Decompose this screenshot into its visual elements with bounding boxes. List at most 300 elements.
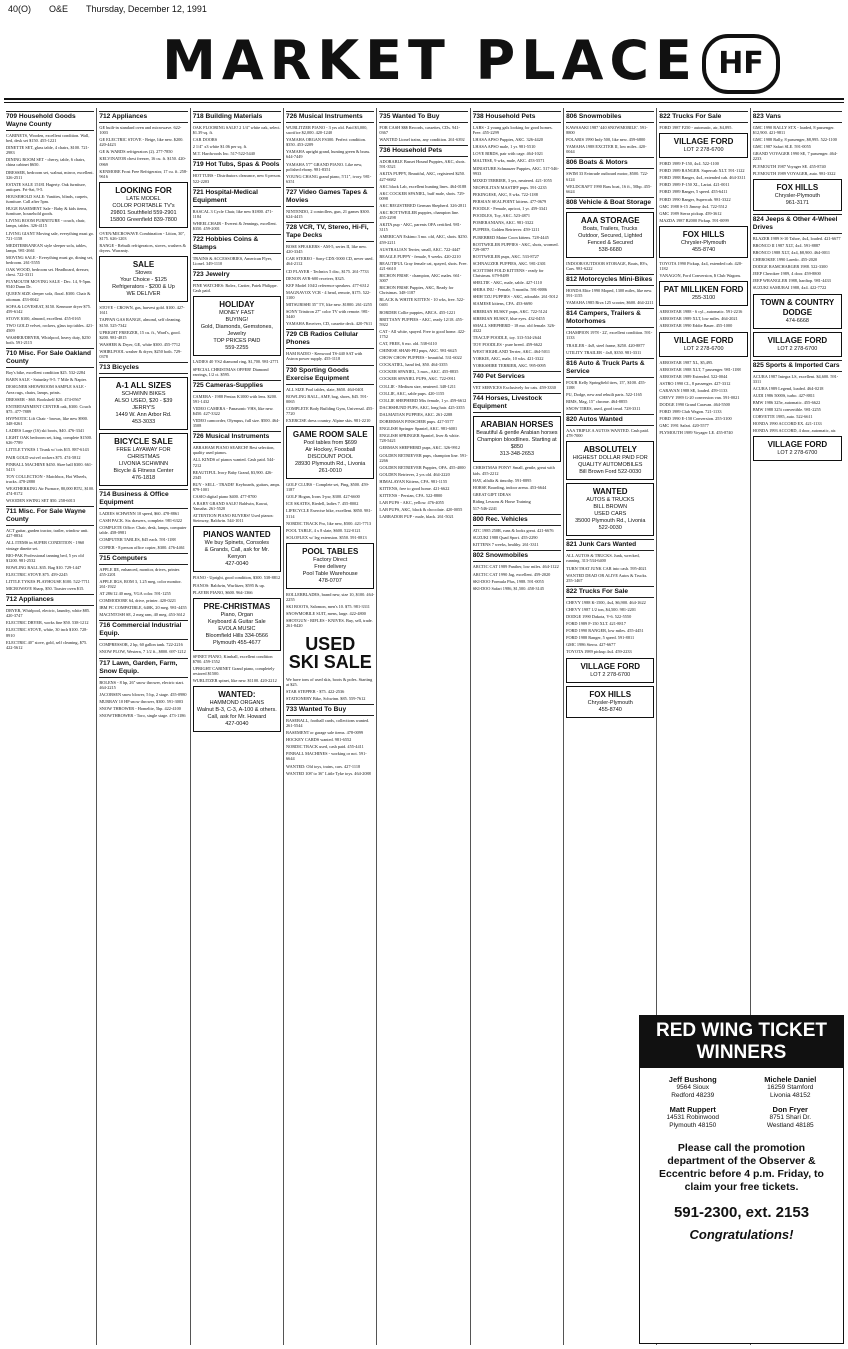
classified-ad: KENMORE Frost Free Refrigerator, 17 cu. ft. 258-9616 — [99, 168, 188, 179]
display-ad — [566, 441, 654, 480]
classified-ad: ENTERTAINMENT CENTER oak, $300. Couch $75. 477-7889 — [6, 403, 91, 414]
display-ad-line: FOX HILLS — [776, 182, 819, 192]
classified-ad: SPINET PIANO, Kimball, excellent condition $700. 459-1552 — [192, 653, 273, 664]
classified-section-heading: 800 Rec. Vehicles — [473, 514, 561, 526]
display-ad-line: Air Hockey, Foosball — [305, 447, 356, 454]
winner-city: Plymouth 48150 — [669, 1122, 717, 1129]
classified-ad: ESTATE SALE 15181 Hagerty. Oak furniture, antiques. Fri-Sat, 9-5. — [6, 181, 86, 192]
classified-ad: OVEN/MICROWAVE Combination - Litton, 30", $175. 626-1203 — [99, 230, 186, 241]
classified-ad: CASH PACK. Six drawers, complete. 981-6322 — [99, 518, 183, 524]
classified-ad: ATTENTION PIANO BUYERS! Used pianos: Steinway, Baldwin. 544-1011 — [192, 513, 274, 524]
classified-ad: JEEP WRANGLER 1988, hardtop. 981-4433 — [752, 278, 831, 284]
classified-column — [471, 108, 564, 1345]
display-ad — [286, 426, 374, 479]
display-ad-line: LOT 2 278-6700 — [777, 450, 818, 457]
classified-section-heading: 740 Pet Services — [473, 371, 561, 383]
classified-ad: FORD 1988 Ranger, 5 speed. 591-8811 — [566, 635, 635, 641]
classified-ad: GE built-in standard oven and microwave. 622-1003 — [99, 125, 182, 136]
classified-section-heading: 711 Misc. For Sale Wayne County — [6, 506, 94, 526]
display-ad-line: BICYCLE SALE — [114, 437, 173, 447]
classified-ad: CASIO digital piano $400. 477-8700 — [192, 494, 257, 499]
classified-ad: LABS - 2 young gals looking for good homes. Free. 455-2299 — [472, 125, 553, 136]
classified-ad: HYPNOTIC Lift Chair - brown, like new $900. 348-0261 — [6, 415, 88, 427]
display-ad-line: Walnut B-3, C-3, A-100 & others. Call, ask for Mr. Howard — [196, 707, 277, 721]
classified-ad: ENGLISH SPRINGER Spaniel, liver & white. 728-5421 — [379, 433, 460, 444]
classified-ad: YORKSHIRE TERRIER, AKC. 995-0095 — [472, 363, 546, 369]
classified-ad: BRONCO 1988 XLT, 4x4, $8,900. 464-0011 — [752, 249, 831, 255]
classified-ad: CHEVY 1987 1/2 ton, $4,500. 981-2201 — [566, 606, 637, 612]
winners-congrats: Congratulations! — [689, 1227, 794, 1242]
classified-ad: HIMALAYAN Kittens, CFA. 981-1155 — [379, 478, 448, 484]
classified-ad: AKITA pup - AKC, parents OFA certified. 981-3115 — [379, 222, 462, 233]
classified-ad: BOWLING BALL, AMF, bag, shoes, $45. 591-0065 — [286, 393, 369, 404]
classified-ad: OAK WOOD, bedroom set. Headboard, dresser, chest. 722-3311 — [6, 267, 90, 278]
display-ad-line: FOX HILLS — [589, 689, 632, 699]
classified-ad: VIDEO CAMERA - Panasonic VHS, like new. $450. 427-3322 — [192, 405, 274, 416]
classified-ad: CAT, FREE, 6 mo. old. 538-6110 — [379, 341, 437, 346]
display-ad-line: Boats, Trailers, Trucks — [583, 225, 638, 232]
classified-ad: COMPLETE Body Building Gym, Universal. 455-7720 — [286, 405, 374, 416]
classified-ad: SNOWMOBILE SUIT, mens, large. 422-4800 — [286, 611, 366, 617]
classified-ad: DINETTE SET, glass table, 4 chairs, $100. 721-2983 — [6, 145, 90, 156]
display-ad-line: WE DELIVER — [126, 291, 161, 298]
classified-ad: POODLE - Female, apricot, 1 yr. 459-3341 — [472, 206, 548, 212]
display-ad-line: LOOKING FOR — [115, 185, 172, 195]
classified-section-heading: 806 Snowmobiles — [566, 111, 654, 123]
classified-ad: ELECTRIC 40" stove, gold, self cleaning, $75. 422-5612 — [6, 639, 88, 650]
display-ad-line: POOL TABLES — [302, 546, 359, 556]
display-ad-line: Plymouth 455-4677 — [213, 639, 261, 646]
display-ad — [193, 526, 281, 572]
classified-ad: KITTENS - Persian, CFA. 522-8800 — [379, 493, 443, 499]
classified-ad: KELVINATOR chest freezer, 16 cu. ft. $150. 420-0969 — [99, 156, 186, 167]
classified-ad: ACURA 1989 Legend, loaded. 464-0218 — [752, 385, 824, 391]
classified-ad: COCKER SPANIEL PUPS, AKC. 722-0911 — [379, 376, 456, 382]
classified-ad: HONDA 1993 ACCORD, 4 door, automatic, air. — [752, 428, 837, 434]
classified-ad: PIANOS: Baldwin, Wurlitzer, $595 & up. — [192, 582, 265, 588]
classified-ad: HOT TUBS - Distributors clearance, new 6 person. 522-2203 — [192, 173, 281, 184]
display-ad-line: Outdoor, Secured, Lighted — [578, 232, 643, 239]
classified-ad: TURN THAT JUNK CAR into cash. 595-4021 — [566, 565, 647, 571]
classified-ad: APPLE IIGS, ROM 3, 1.25 meg, color monitor. 261-1922 — [99, 578, 182, 589]
classified-ad: SMALL SHEPHERD - 18 mo. old female. 326-4322 — [472, 322, 556, 333]
classified-ad: PLYMOUTH 1989 VOYAGER, auto. 981-3322 — [752, 170, 836, 176]
classified-ad: COLLIE SHEPHERD Mix female, 1 yr. 459-6612 — [379, 397, 467, 403]
display-ad — [659, 226, 747, 258]
classified-ad: MURRAY 10 HP snow thrower, $300. 591-3003 — [99, 698, 184, 704]
classified-ad: COMPLETE Office: Chair, desk, lamps, computer table. 458-0981 — [99, 525, 187, 536]
display-ad-line: 427-0040 — [225, 561, 249, 568]
classified-section-heading: 823 Vans — [753, 111, 842, 123]
classified-ad: TEACUP POODLE, toy. 313-534-2644 — [472, 334, 542, 340]
winner-addr: 8751 Shari Dr. — [769, 1114, 812, 1121]
classified-ad: EXERCISE dress country. Alpine skis. 981-2210 — [286, 418, 371, 423]
classified-ad: BMW 1988 325i convertible. 981-2255 — [752, 406, 821, 412]
classified-section-heading: 716 Commercial Industrial Equip. — [99, 620, 187, 640]
winner-name: Jeff Bushong — [668, 1075, 717, 1084]
classified-ad: CHRISTMAS PONY! Small, gentle, great with kids. 455-2212 — [472, 465, 555, 476]
classified-section-heading: 726 Musical Instruments — [286, 111, 374, 123]
classified-ad: ELECTRIC STOVE $75. 459-2245 — [6, 571, 68, 577]
page-number: 40(O) — [8, 4, 32, 14]
classified-ad: TOY POODLES - pure breed. 459-6622 — [472, 342, 543, 347]
classified-ad: COPIER - 8 person office copier, $300. 476-4461 — [99, 544, 185, 550]
classified-ad: GOLF Hogan, Irons 3-pw, $300. 427-6600 — [286, 494, 360, 500]
winners-promo: Please call the promotion department of the Observer & Eccentric before 4 p.m. Friday, to claim your free tickets. — [659, 1142, 824, 1193]
display-ad-line: Bicycle & Fitness Center — [113, 468, 174, 475]
classified-ad: WASHER & Dryer, GE, white $300. 455-7712 — [99, 341, 181, 347]
display-ad — [99, 256, 187, 302]
classified-ad: ACURA 1987 Integra LS, excellent. $4,600. 591-3311 — [752, 373, 839, 384]
display-ad-line: ABSOLUTELY — [583, 445, 637, 455]
classified-ad: DODGE 1990 Dakota, V-6. 522-5550 — [566, 614, 632, 619]
classified-ad: BRONCO II 1987 XLT, 4x4. 591-8887 — [752, 242, 821, 248]
classified-ad: ASTRO 1990 CL, 8 passenger. 427-3312 — [659, 380, 731, 386]
classified-ad: PINBALL MACHINE $450. Skee ball $300. 661-5413 — [6, 461, 93, 472]
classified-section-heading: 710 Misc. For Sale Oakland County — [6, 348, 94, 368]
classified-ad: GMC 1986 Sierra. 427-6677 — [566, 642, 616, 648]
display-ad-line: Bill Brown Ford 522-0030 — [579, 469, 642, 476]
classified-ad: WANTED Lionel trains, any condition. 261-6392 — [379, 137, 465, 143]
classified-ad: GMC 1990 RALLY STX - loaded, 8 passenger. $12,900. 421-9811 — [752, 125, 835, 136]
classified-ad: GMC 1987 Safari SLE. 591-0055 — [752, 144, 811, 150]
classified-ad: LIVING ROOM FURNITURE - couch, chair, lamps, tables. 326-4115 — [6, 218, 86, 229]
classified-ad: KITTENS 7 weeks, healthy. 261-3311 — [472, 542, 539, 548]
classified-ad: YAMAHA Receiver, CD, cassette deck. 420-7611 — [286, 321, 373, 327]
classified-ad: YAMAHA 1988 EXCITER II, low miles. 420-0044 — [566, 144, 647, 155]
classified-ad: WANTED 108' to 36" Little Tyke toys. 464-2088 — [286, 770, 371, 776]
classified-ad: AKITA PUPPY, Beautiful, AKC, registered $250. 427-6682 — [379, 171, 466, 182]
classified-section-heading: 725 Cameras-Supplies — [193, 380, 281, 392]
classified-ad: VIDEO camcorder, Olympus, full size. $500. 464-3508 — [192, 418, 280, 429]
display-ad-line: Beautiful & gentle Arabian horses — [476, 430, 558, 437]
classified-ad: BASEBALL, football cards, collections wanted. 261-5544 — [286, 717, 370, 728]
display-ad-line: Piano, Organ — [220, 611, 254, 618]
classified-ad: YORKIE, AKC, male, 10 wks. 421-3322 — [472, 356, 544, 362]
classified-ad: AAA TRIPLE A AUTOS WANTED. Cash paid. 478-7000 — [566, 428, 649, 439]
classified-ad: BASEMENT or garage sale items. 478-0099 — [286, 730, 364, 736]
classified-ad: STATIONERY Bike, Schwinn. $85. 559-7612 — [286, 695, 366, 701]
display-ad-line: 255-3100 — [691, 295, 716, 302]
classified-ad: LOVE BIRDS, pair with cage. 464-1021 — [472, 151, 544, 157]
classified-ad: FORD 1989 Club Wagon. 721-1133 — [659, 409, 722, 415]
classified-ad: LADIES Large (16) ski boots, $40. 476-3341 — [6, 428, 85, 434]
classified-ad: WASHER/DRYER, Whirlpool, heavy duty, $250 both. 591-2115 — [6, 335, 91, 346]
classified-section-heading: 814 Campers, Trailers & Motorhomes — [566, 308, 654, 328]
display-ad-line: EVOLA MUSIC — [218, 625, 256, 632]
used-ski-sale-ad — [286, 635, 374, 671]
classified-ad: SNOW TIRES, used, good tread. 728-3311 — [566, 406, 641, 412]
classified-ad: BEAUTIFUL Ivory Baby Grand, $3,900. 426-2345 — [192, 469, 273, 480]
classified-section-heading: 719 Hot Tubs, Spas & Pools — [193, 159, 281, 171]
classified-ad: LIFECYCLE Exercise bike, excellent. $850. 981-3114 — [286, 508, 372, 519]
classified-section-heading: 735 Wanted To Buy — [379, 111, 467, 123]
classified-ad: ABRAHAM PIANO SEARCH! Best selection, quality used pianos. — [192, 445, 275, 456]
classified-ad: HOCKEY CARDS wanted. 981-6552 — [286, 737, 352, 743]
classified-ad: SCOTTISH FOLD KITTENS - ready for Christmas. 679-8489 — [472, 267, 544, 279]
display-ad-line: SCHWINN BIKES — [121, 391, 166, 398]
winner-city: Livonia 48152 — [770, 1092, 811, 1099]
classified-ad: BIO-PAK Professional tanning bed, 5 yrs old $1200. 981-2532 — [6, 552, 84, 563]
display-ad-line: Chrysler-Plymouth — [587, 699, 633, 706]
classified-ad: LADIES 40 VS2 diamond ring, $1,700. 981-2771 — [192, 359, 279, 365]
classified-column — [284, 108, 377, 1345]
classified-ad: IBM PC COMPATIBLE, 640K, 20 meg. 981-4455 — [99, 605, 187, 611]
display-ad-line: COLOR PORTABLE TV's — [112, 202, 175, 209]
classified-section-heading: 812 Motorcycles Mini-Bikes — [566, 274, 654, 286]
display-ad — [566, 658, 654, 683]
classified-ad: MIXED TERRIER, 3 yrs, neutered. 421-1055 — [472, 177, 552, 183]
classified-ad: PU, Dodge, new and rebuilt parts. 522-1165 — [566, 391, 642, 397]
classified-ad: VET SERVICES Exclusively for cats. 459-3330 — [472, 385, 556, 391]
winner-entry — [744, 1106, 838, 1130]
classified-ad: DACHSHUND PUPS, AKC, long hair. 425-3355 — [379, 404, 465, 410]
classified-ad: SIBERIAN HUSKY, blue eyes. 432-0455 — [472, 315, 545, 321]
display-ad-line: PAT MILLIKEN FORD — [663, 285, 744, 295]
classified-ad: LABRADOR PUP - male, black. 261-5021 — [379, 514, 454, 520]
classified-ad: STOVE - CROWN, gas, harvest gold. $100. 427-1611 — [99, 305, 185, 316]
classified-ad: POMERANIANS, AKC. 981-3322 — [472, 220, 534, 226]
classified-section-heading: 709 Household Goods Wayne County — [6, 111, 94, 131]
classified-ad: FINE WATCHES: Rolex, Cartier, Patek Philippe. Cash paid. — [192, 283, 278, 294]
classified-ad: BRITTANY PUPPIES - AKC, ready 12/18. 455-5922 — [379, 316, 464, 327]
classified-ad: YAMAHA ORGAN FS300. Perfect condition. $350. 453-2209 — [286, 137, 366, 148]
classified-ad: COLLIE - Medium size, neutered. 348-1211 — [379, 383, 456, 389]
classified-ad: GMC 1988 Rally, 8 passenger, $8,995. 522-1100 — [752, 137, 837, 143]
classified-ad: MITSUBISHI 35" TV, like new. $1800. 261-2255 — [286, 301, 372, 307]
classified-ad: FORD 1989 F-150 XL, Lariat. 421-0011 — [659, 182, 730, 188]
winners-phone: 591-2300, ext. 2153 — [673, 1204, 810, 1221]
classified-ad: BORDER Collie puppies, ABCA. 455-1221 — [379, 309, 456, 315]
classified-ad: SHOTGUN - RIFLES - KNIVES. Buy, sell, trade. 261-8420 — [286, 618, 373, 629]
classified-ad: PLAYER PIANO, $600. 964-1366 — [192, 589, 253, 595]
classified-ad: HOUSEHOLD SALE: Vanities, blinds, carpets, furniture. Call after 5pm. — [6, 193, 89, 205]
classified-ad: ELECTRIC DRYER, works fine $50. 538-1212 — [6, 620, 89, 626]
classified-ad: Riding Lessons & Horse Training — [472, 498, 531, 504]
classified-ad: GOLDEN RETRIEVER pups, champion line. 591-2266 — [379, 452, 468, 463]
classified-ad: FORD 1990 RANGER, low miles. 455-4451 — [566, 628, 644, 634]
classified-ad: RIMS, Mag, 15" chrome. 464-8855 — [566, 398, 628, 404]
classified-ad: GREAT GIFT IDEAS — [472, 491, 511, 497]
classified-ad: GERMAN SHEPHERD pups, AKC. 326-9912 — [379, 445, 461, 451]
classified-ad: FORD 1990 E-150 Conversion. 255-3100 — [659, 416, 732, 422]
classified-ad: COMMODORE 64, drive, printer. 420-0221 — [99, 598, 177, 604]
classified-ad: COLLIE, AKC, sable pups. 420-1155 — [379, 390, 445, 396]
classified-ad: CHEVY 1988 K-1500, 4x4, $6,900. 464-1622 — [566, 599, 646, 605]
classified-ad: A BABY GRAND SALE! Baldwin, Kawai, Yamaha. 261-5520 — [192, 501, 269, 512]
classified-ad: HONDA Elite 1990 Moped, 1300 miles, like new. 591-1155 — [566, 288, 653, 299]
display-ad-line: BUYING! — [225, 317, 249, 324]
winner-addr: 14531 Robinwood — [666, 1114, 719, 1121]
classified-ad: AKC REGISTERED German Shepherd. 326-2811 — [379, 202, 467, 208]
classified-ad: ATC 1985 250R, runs & looks great. 421-6676 — [472, 528, 554, 534]
classified-section-heading: 729 CB Radios Cellular Phones — [286, 329, 374, 349]
classified-ad: COCKATIEL, hand fed, $50. 464-3355 — [379, 362, 448, 368]
classified-section-heading: 824 Jeeps & Other 4-Wheel Drives — [753, 214, 842, 234]
display-ad-line: USED CARS — [594, 511, 627, 518]
classified-column — [191, 108, 284, 1345]
display-ad-line: ALSO USED, $20 - $39 — [114, 398, 173, 405]
classified-section-heading: 821 Junk Cars Wanted — [566, 539, 654, 551]
classified-ad: MAGNAVOX VCR - 4 head, remote, $175. 522-1100 — [286, 289, 371, 300]
classified-ad: DODGE 1990 Grand Caravan. 464-5500 — [659, 402, 730, 408]
classified-ad: GOLF CLUBS - Complete set, Ping, $500. 459-1187 — [286, 482, 370, 493]
display-ad — [753, 332, 842, 357]
classified-ad: JEEP Cherokee 1989, 4 door. 459-8800 — [752, 271, 821, 277]
classified-ad: TOYOTA 1989 pickup 4x4. 459-2233 — [566, 649, 632, 655]
display-ad-line: 476-1818 — [131, 475, 156, 482]
classified-ad: GOLDEN RETRIEVER Puppies, OFA. 455-4000 — [379, 464, 466, 470]
winner-addr: 16259 Stamford — [767, 1084, 814, 1091]
display-ad-line: VILLAGE FORD — [767, 335, 828, 345]
classified-ad: NORDIC TRACK Pro, like new, $500. 421-7713 — [286, 520, 372, 526]
classified-ad: AEROSTAR 1988 XLT, 7 passenger. 981-1188 — [659, 366, 741, 372]
classified-ad: KEF Model 104/2 reference speakers. 477-6312 — [286, 282, 369, 288]
display-ad — [659, 332, 747, 357]
classified-ad: MICROWAVE Sharp, $50. Toaster oven $15. — [6, 586, 85, 592]
classified-section-heading: 822 Trucks For Sale — [659, 111, 747, 123]
classified-ad: CAR STEREO - Sony CDX-5000 CD, never used. 464-2112 — [286, 256, 374, 267]
classified-ad: ROLLERBLADES, brand new, size 10, $100. 464-2255 — [286, 591, 375, 603]
classified-ad: DINING ROOM SET - cherry, table, 6 chairs, china cabinet $650. — [6, 157, 86, 168]
classified-ad: UTILITY TRAILER - 4x8, $350. 981-3311 — [566, 349, 642, 355]
classified-ad: OAK FLOORING SALE! 2 1/4" white oak, select. $1.39 sq. ft. — [192, 125, 281, 136]
masthead-rule-thin — [4, 102, 844, 103]
classified-ad: ICE SKATES, Riedell, ladies 7. 455-8002 — [286, 501, 359, 507]
classified-ad: LHASA APSO Puppies, AKC. 326-4420 — [472, 137, 543, 143]
masthead-rule — [4, 98, 844, 100]
display-ad-line: We buy Spinets, Consoles — [204, 540, 270, 547]
classified-section-heading: 820 Autos Wanted — [566, 414, 654, 426]
display-ad-line: LOT 2 278-6700 — [777, 345, 818, 352]
classified-ad: YOUNG CHANG grand piano, 5'11", ivory. 981-6351 — [286, 173, 372, 184]
display-ad-line: VILLAGE FORD — [767, 440, 828, 450]
display-ad-line: Fenced & Secured — [587, 239, 634, 246]
classified-section-heading: 736 Household Pets — [379, 145, 467, 157]
classified-ad: CD PLAYER - Technics 5 disc, $175. 261-7733 — [286, 268, 369, 274]
classified-ad: BUY - SELL - TRADE! Keyboards, guitars, amps. 879-1001 — [192, 481, 281, 492]
classified-ad: YAMAHA 5'7" GRAND PIANO. Like new, polished ebony. 981-8351 — [286, 161, 363, 172]
marketplace-logo: HF — [702, 34, 780, 94]
display-ad-line: AAA STORAGE — [580, 215, 640, 225]
classified-ad: ALL KINDS of pianos wanted. Cash paid. 544-7212 — [192, 457, 275, 468]
classified-ad: ALL AUTOS & TRUCKS. Junk, wrecked, running. 313-534-6400 — [566, 553, 640, 564]
classified-ad: AEROSTAR 1989 Extended. 522-0044 — [659, 373, 728, 379]
classified-ad: ADORABLE Basset Hound Puppies, AKC, shots. 591-3521 — [379, 159, 466, 170]
classified-section-heading: 806 Boats & Motors — [566, 157, 654, 169]
classified-ad: PUREBRED Maine Coon kittens. 728-4445 — [472, 234, 549, 240]
classified-ad: INDOOR/OUTDOOR STORAGE, Boats, RVs, Cars. 981-6222 — [566, 260, 649, 271]
classified-section-heading: 717 Lawn, Garden, Farm, Snow Equip. — [99, 658, 187, 678]
classified-ad: MEDITERRANEAN style sleeper sofa, tables, lamps. 981-2661 — [6, 242, 87, 253]
classified-ad: FORD 1988 Ranger, 4x4, extended cab. 464-3311 — [659, 175, 746, 181]
classified-ad: We have tons of used skis, boots & poles. Starting at $25. — [286, 676, 373, 687]
winner-name: Michele Daniel — [764, 1075, 817, 1084]
classified-ad: YAMAHA upright grand, hunting green & brass. 644-7449 — [286, 149, 371, 160]
classified-section-heading: 738 Household Pets — [473, 111, 561, 123]
classified-ad: SWIM 33 Evinrude outboard motor, $500. 722-6124 — [566, 171, 649, 182]
classified-ad: ARCTIC CAT 1989 Panther, low miles. 464-1122 — [472, 564, 559, 570]
display-ad — [193, 296, 281, 356]
classified-ad: DOBERMAN PINSCHER pups. 427-5577 — [379, 419, 454, 425]
classified-ad: LIGHT OAK bedroom set, king, complete $1500. 626-7789 — [6, 435, 92, 446]
classified-ad: AKC COCKER SPANIEL, buff male, shots. 729-0098 — [379, 190, 465, 201]
display-ad-line: LOT 2 278-6700 — [590, 671, 631, 678]
classified-ad: SPECIAL CHRISTMAS OFFER! Diamond earrings, 1/2 ct. $595. — [192, 366, 269, 377]
classified-ad: LITTLE TYKES 1 Trunk w/ tots $15. 887-6143 — [6, 447, 89, 453]
display-ad-line: PIANOS WANTED — [203, 530, 271, 540]
display-ad-line: Pool Table Warehouse — [302, 570, 358, 577]
winner-entry — [646, 1076, 740, 1100]
classified-ad: WANTED DEAD OR ALIVE Autos & Trucks. 255-1467 — [566, 572, 648, 583]
classified-ad: MINIATURE Schnauzer Puppies, AKC. 517-546-9933 — [472, 165, 559, 176]
classified-section-heading: 712 Appliances — [99, 111, 187, 123]
classified-ad: COMPUTER TABLES, $45 each. 591-1188 — [99, 537, 176, 543]
classified-ad: AKC black Lab, excellent hunting lines. 464-0188 — [379, 183, 467, 189]
classified-ad: APPLE IIE, enhanced, monitor, drives, printer. 455-2201 — [99, 566, 181, 577]
classified-ad: SUZUKI 1988 Quad Sport. 455-2290 — [472, 535, 538, 541]
classified-ad: CHAMPION 1978 - 22', excellent condition. 591-1133 — [566, 330, 653, 341]
display-ad — [473, 416, 561, 462]
classified-ad: UPRIGHT CABINET Grand piano, completely restored $1500. — [192, 665, 275, 677]
display-ad-line: Factory Direct — [313, 556, 348, 563]
display-ad-line: 478-0707 — [318, 577, 342, 584]
classified-ad: SNOW PLOW, Western, 7 1/2 ft., $800. 697-1212 — [99, 649, 186, 655]
classified-section-heading: 712 Appliances — [6, 594, 94, 606]
classified-ad: ARCTIC CAT 1990 Jag, excellent. 459-2020 — [472, 571, 551, 577]
classified-ad: KITTENS, free to good home. 421-6622 — [379, 485, 450, 491]
issue-date: Thursday, December 12, 1991 — [86, 4, 207, 14]
classified-ad: ROTTWEILER PUPPIES - AKC, shots, wormed. 729-0877 — [472, 241, 559, 252]
classified-ad: LAB PUPS, AKC, black & chocolate. 420-0055 — [379, 507, 463, 513]
winner-addr: 9564 Sioux — [676, 1084, 710, 1091]
display-ad-line: A-1 ALL SIZES — [115, 381, 172, 391]
classified-ad: CAT - All white, spayed. Free to good home. 422-1752 — [379, 328, 466, 339]
classified-ad: FORD 1990 Ranger, Supercab. 981-3322 — [659, 196, 731, 202]
display-ad-line: 35000 Plymouth Rd., Livonia — [575, 518, 646, 525]
classified-ad: 2 1/4" x3 white $1.06 per sq. ft. — [192, 144, 248, 150]
display-ad-line: SALE — [132, 260, 155, 270]
display-ad-line: FOX HILLS — [682, 229, 725, 239]
classified-ad: SKI BOOTS, Salomon, men's 10. $75. 981-3311 — [286, 604, 370, 610]
display-ad-line: LOT 2 278-6700 — [683, 147, 724, 154]
classified-ad: FORD 1989 F-150 XLT. 421-8817 — [566, 621, 626, 627]
display-ad-line: HOLIDAY — [219, 300, 255, 310]
display-ad-line: 474-6668 — [785, 317, 809, 324]
display-ad — [659, 133, 747, 158]
display-ad-line: VILLAGE FORD — [673, 137, 734, 147]
classified-ad: DRESSER, bedroom set, walnut, mirror, excellent. 326-2511 — [6, 169, 94, 180]
classified-ad: WHEELCHAIR - Everest & Jennings, excellent. $350. 459-2001 — [192, 220, 277, 231]
classified-ad: ACT guitar, garden tractor, trailer, window unit. 427-8834 — [6, 528, 89, 539]
classified-ad: WANTED: Old toys, trains, cars. 427-1118 — [286, 763, 361, 769]
classified-ad: PAIR GOLD swivel rockers $75. 474-5812 — [6, 454, 81, 460]
classified-ad: VANAGON, Ford Conversion, $ Club Wagons. — [659, 273, 742, 279]
classified-ad: BOLENS - 8 hp, 26" snow thrower, electric start. 464-2215 — [99, 679, 185, 690]
classified-ad: BLACK & WHITE KITTEN - 10 wks, free. 522-0401 — [379, 297, 465, 308]
classified-ad: NEOPOLITAN MASTIFF pups. 591-2235 — [472, 184, 547, 190]
classified-ad: GMC 1988 S-15 Jimmy 4x4. 722-5512 — [659, 203, 727, 209]
classified-ad: WURLITZER PIANO - 3 yrs old. Paid $3,000, sacrifice $2,000. 420-1240 — [286, 125, 368, 136]
display-ad-line: 261-0010 — [318, 468, 342, 475]
ticket-winners-box — [639, 1015, 844, 1344]
display-ad-line: WANTED: — [218, 690, 256, 700]
display-ad-line: ARABIAN HORSES — [480, 420, 554, 430]
classified-ad: BLAZER 1989 S-10 Tahoe, 4x4, loaded. 421-6677 — [752, 235, 841, 241]
classified-ad: FORD 1987 F250 - automatic, air, $4,895. — [659, 125, 733, 130]
classified-section-heading: 713 Bicycles — [99, 362, 187, 374]
classified-ad: QUEEN SIZE sleeper sofa, floral. $300. Chair & ottoman. 453-0042 — [6, 291, 91, 302]
